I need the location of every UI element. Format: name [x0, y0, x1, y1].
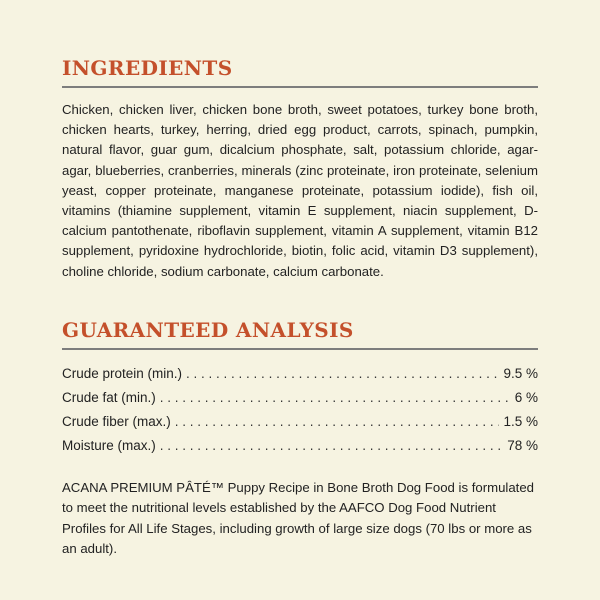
- analysis-row-crude-fiber: [62, 410, 538, 434]
- leader-dots: [186, 362, 499, 386]
- analysis-row-crude-protein: [62, 362, 538, 386]
- analysis-label: Crude fiber (max.): [62, 414, 171, 429]
- leader-dots: [160, 386, 511, 410]
- leader-dots: [175, 410, 500, 434]
- ingredients-list: Chicken, chicken liver, chicken bone broth, sweet potatoes, turkey bone broth, chicken hearts, turkey, herring, dried egg product, carrots, spinach, pumpkin, natural flavor, guar gum, dicalcium phosphate, salt, potassium chloride, agar-agar, blueberries, cranberries, minerals (zinc proteinate, iron proteinate, selenium yeast, copper proteinate, manganese proteinate, potassium iodide), fish oil, vitamins (thiamine supplement, vitamin E supplement, niacin supplement, D-calcium pantothenate, riboflavin supplement, vitamin A supplement, vitamin B12 supplement, pyridoxine hydrochloride, biotin, folic acid, vitamin D3 supplement), choline chloride, sodium carbonate, calcium carbonate.: [62, 102, 538, 279]
- analysis-label: Crude fat (min.): [62, 390, 156, 405]
- analysis-value: 1.5 %: [503, 414, 538, 429]
- analysis-row-moisture: [62, 434, 538, 458]
- analysis-divider: [62, 348, 538, 350]
- ingredients-divider: [62, 86, 538, 88]
- leader-dots: [160, 434, 503, 458]
- guaranteed-analysis-table: [62, 362, 538, 458]
- aafco-statement: ACANA PREMIUM PÂTÉ™ Puppy Recipe in Bone Broth Dog Food is formulated to meet the nutritional levels established by the AAFCO Dog Food Nutrient Profiles for All Life Stages, including growth of large size dogs (70 lbs or more as an adult).: [62, 480, 535, 557]
- analysis-value: 6 %: [514, 390, 538, 405]
- analysis-row-crude-fat: [62, 386, 538, 410]
- guaranteed-analysis-heading: GUARANTEED ANALYSIS: [62, 318, 354, 342]
- ingredients-heading: INGREDIENTS: [62, 56, 233, 80]
- analysis-label: Crude protein (min.): [62, 366, 183, 381]
- analysis-value: 9.5 %: [503, 366, 538, 381]
- analysis-label: Moisture (max.): [62, 438, 156, 453]
- analysis-value: 78 %: [507, 438, 538, 453]
